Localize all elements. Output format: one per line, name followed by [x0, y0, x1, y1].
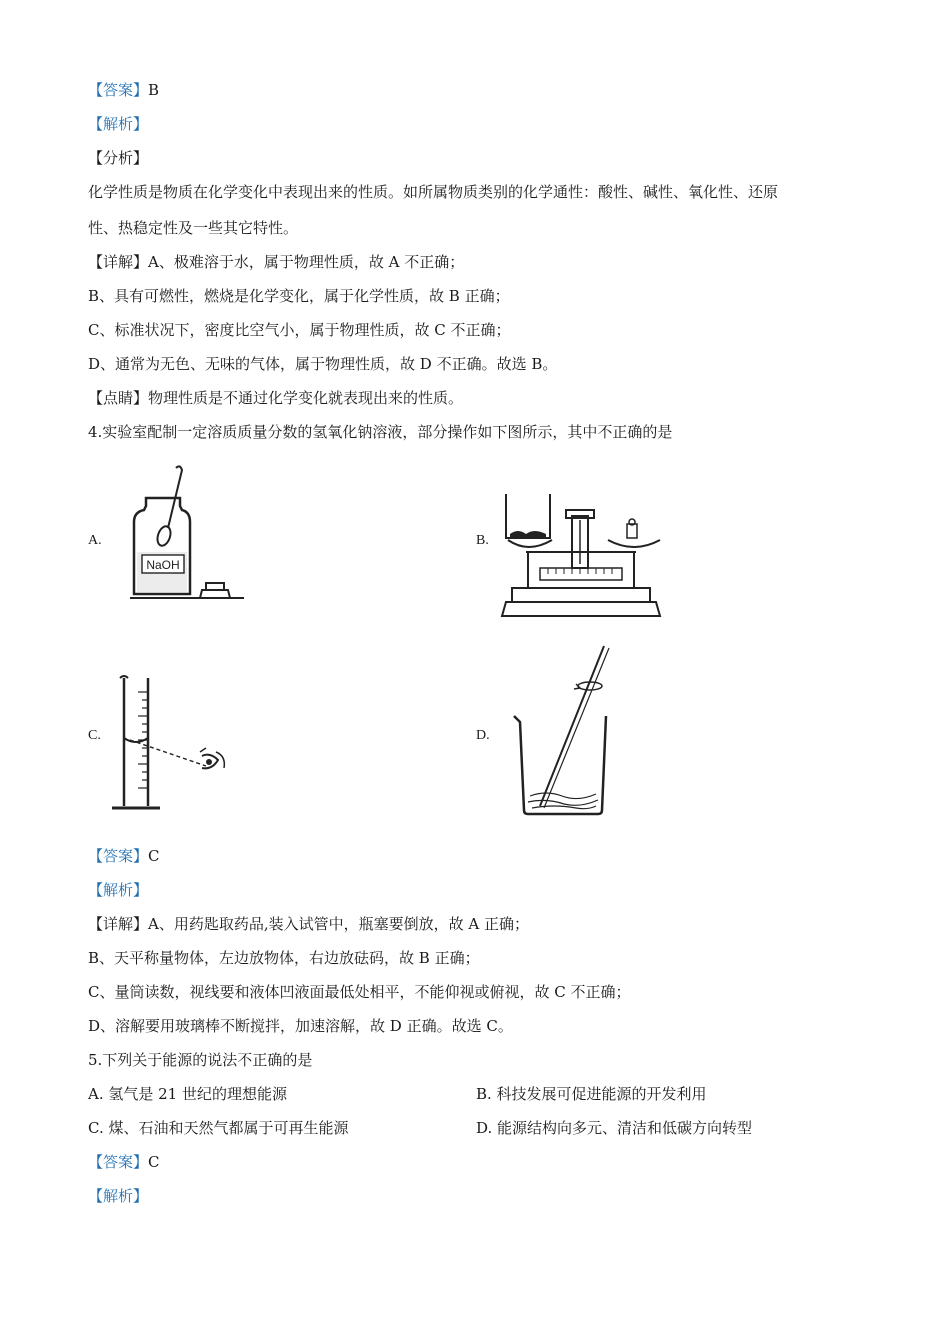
detail-text: A、极难溶于水，属于物理性质，故 A 不正确；: [148, 253, 465, 271]
q5-option-b: B. 科技发展可促进能源的开发利用: [476, 1085, 707, 1103]
answer-value: C: [148, 847, 160, 865]
detail-tag: 【详解】: [88, 253, 149, 271]
q4-stem: 4.实验室配制一定溶质质量分数的氢氧化钠溶液，部分操作如下图所示，其中不正确的是: [88, 423, 673, 441]
beaker-stirring-figure: [506, 642, 616, 824]
q3-detail-b: B、具有可燃性，燃烧是化学变化，属于化学性质，故 B 正确；: [88, 287, 510, 305]
q4-option-a-label: A.: [88, 533, 102, 548]
q3-detail-d: D、通常为无色、无味的气体，属于物理性质，故 D 不正确。故选 B。: [88, 355, 558, 373]
q4-detail-c: C、量筒读数，视线要和液体凹液面最低处相平，不能仰视或俯视，故 C 不正确；: [88, 983, 631, 1001]
q5-option-c: C. 煤、石油和天然气都属于可再生能源: [88, 1119, 349, 1137]
fenxi-text-line2: 性、热稳定性及一些其它特性。: [88, 219, 299, 237]
q5-option-d: D. 能源结构向多元、清洁和低碳方向转型: [476, 1119, 753, 1137]
q4-detail-b: B、天平称量物体，左边放物体，右边放砝码，故 B 正确；: [88, 949, 480, 967]
detail-tag: 【详解】: [88, 915, 149, 933]
q3-dianjing: [88, 388, 463, 408]
naoh-bottle-figure: [124, 462, 249, 608]
answer-value: C: [148, 1153, 160, 1171]
analysis-tag: 【解析】: [88, 881, 149, 899]
fenxi-text-line1: 化学性质是物质在化学变化中表现出来的性质。如所属物质类别的化学通性：酸性、碱性、氧化性、还原: [88, 183, 779, 201]
q4-option-c-label: C.: [88, 728, 101, 743]
q3-answer-line: [88, 80, 159, 100]
answer-tag: 【答案】: [88, 1153, 149, 1171]
q5-answer-line: [88, 1152, 160, 1172]
answer-tag: 【答案】: [88, 81, 149, 99]
q4-detail-d: D、溶解要用玻璃棒不断搅拌，加速溶解，故 D 正确。故选 C。: [88, 1017, 513, 1035]
detail-text: A、用药匙取药品,装入试管中，瓶塞要倒放，故 A 正确；: [148, 915, 529, 933]
balance-figure: [496, 490, 666, 626]
q4-option-d-label: D.: [476, 728, 490, 743]
q5-stem: 5.下列关于能源的说法不正确的是: [88, 1051, 313, 1069]
q3-detail-c: C、标准状况下，密度比空气小，属于物理性质，故 C 不正确；: [88, 321, 511, 339]
q4-detail-a: [88, 914, 529, 934]
q4-answer-line: [88, 846, 160, 866]
analysis-tag: 【解析】: [88, 115, 149, 133]
dianjing-text: 物理性质是不通过化学变化就表现出来的性质。: [148, 389, 464, 407]
analysis-tag: 【解析】: [88, 1187, 149, 1205]
answer-value: B: [148, 81, 160, 99]
q4-option-b-label: B.: [476, 533, 489, 548]
graduated-cylinder-figure: [106, 672, 236, 824]
dianjing-tag: 【点睛】: [88, 389, 149, 407]
answer-tag: 【答案】: [88, 847, 149, 865]
q3-detail-a: [88, 252, 464, 272]
q5-option-a: A. 氢气是 21 世纪的理想能源: [88, 1085, 287, 1103]
bottle-label: NaOH: [146, 558, 180, 572]
fenxi-tag: 【分析】: [88, 149, 149, 167]
